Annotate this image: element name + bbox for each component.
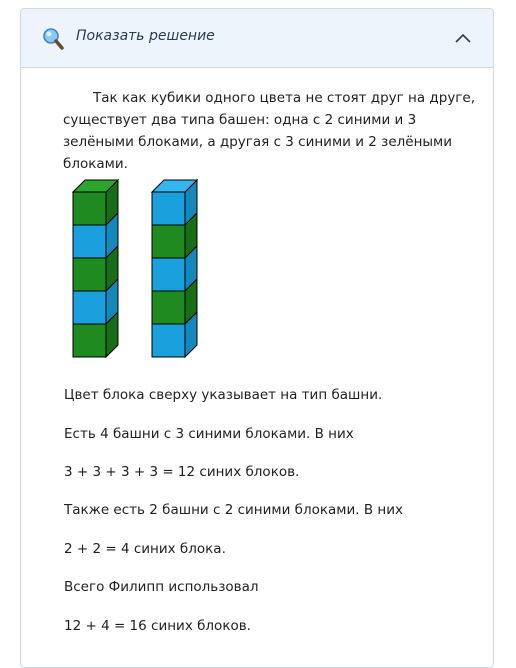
- tower2-block: [152, 225, 185, 258]
- solution-line-4: Также есть 2 башни с 2 синими блоками. В них: [64, 502, 403, 518]
- solution-line-2: Есть 4 башни с 3 синими блоками. В них: [64, 426, 354, 442]
- tower2-block: [152, 291, 185, 324]
- tower1-block: [73, 291, 106, 324]
- chevron-up-icon[interactable]: [455, 32, 471, 44]
- tower2-block: [152, 324, 185, 357]
- tower1-block: [73, 258, 106, 291]
- tower2-block: [152, 192, 185, 225]
- solution-body: [21, 87, 493, 175]
- tower1-block: [73, 192, 106, 225]
- solution-line-7: 12 + 4 = 16 синих блоков.: [64, 618, 251, 634]
- solution-line-5: 2 + 2 = 4 синих блока.: [64, 541, 226, 557]
- tower1-block: [73, 324, 106, 357]
- show-solution-toggle[interactable]: [21, 9, 493, 68]
- solution-line-3: 3 + 3 + 3 + 3 = 12 синих блоков.: [64, 464, 300, 480]
- show-solution-label: Показать решение: [76, 28, 215, 44]
- tower1-block: [73, 225, 106, 258]
- intro-paragraph: Так как кубики одного цвета не стоят друг на друге, существует два типа башен: одна с 2 синими и 3 зелёными блоками, а другая с 3 синими и 2 зелёными блоками.: [63, 90, 475, 172]
- solution-line-6: Всего Филипп использовал: [64, 579, 259, 595]
- tower2-block: [152, 258, 185, 291]
- towers-illustration: [50, 166, 210, 366]
- magnifier-icon: [41, 27, 65, 51]
- solution-line-1: Цвет блока сверху указывает на тип башни.: [64, 387, 383, 403]
